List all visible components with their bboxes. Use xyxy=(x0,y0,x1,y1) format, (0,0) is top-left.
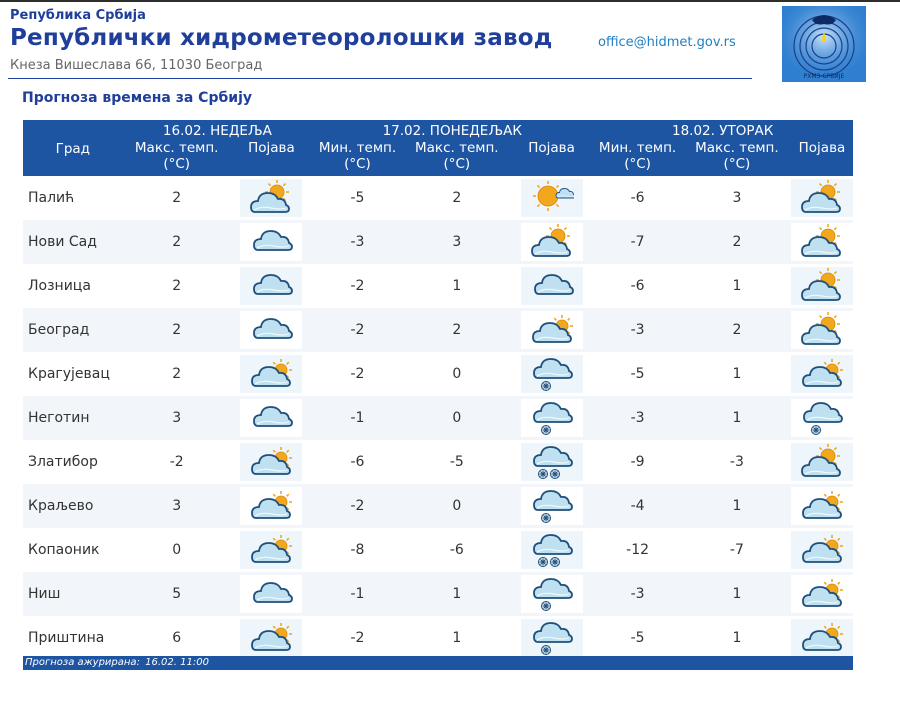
phenomenon-cell xyxy=(511,528,592,572)
max-temp-cell: 1 xyxy=(452,630,462,646)
min-temp-cell: -2 xyxy=(350,278,365,294)
cloudy-icon xyxy=(249,576,293,612)
city-name: Лозница xyxy=(28,278,91,294)
heavy-snow-icon xyxy=(530,444,574,480)
max-temp-cell: 2 xyxy=(123,308,231,352)
phenomenon-cell xyxy=(231,396,312,440)
mostly-cloudy-icon xyxy=(249,488,293,524)
city-name: Златибор xyxy=(28,454,98,470)
max-temp-cell: 1 xyxy=(732,630,742,646)
col-max-temp: Макс. темп. (°C) xyxy=(683,140,791,176)
min-temp-cell: -4 xyxy=(592,484,683,528)
phenomenon-cell xyxy=(791,352,853,396)
min-temp-cell: -1 xyxy=(312,572,403,616)
heavy-snow-icon xyxy=(530,532,574,568)
email-link[interactable]: office@hidmet.gov.rs xyxy=(598,35,736,50)
table-row xyxy=(23,616,853,660)
phenomenon-cell xyxy=(511,220,592,264)
partly-cloudy-icon xyxy=(249,180,293,216)
partly-cloudy-icon xyxy=(800,180,844,216)
forecast-table xyxy=(23,120,853,660)
mostly-cloudy-icon xyxy=(800,576,844,612)
min-temp-cell: -6 xyxy=(630,190,645,206)
min-temp-cell: -6 xyxy=(630,278,645,294)
phenomenon-cell xyxy=(791,220,853,264)
max-temp-cell: -6 xyxy=(449,542,464,558)
max-temp-cell: 2 xyxy=(172,366,182,382)
top-border xyxy=(0,0,900,2)
phenomenon-cell xyxy=(791,528,853,572)
phenomenon-cell xyxy=(791,572,853,616)
col-min-temp: Мин. темп. (°C) xyxy=(312,140,403,176)
max-temp-cell: 3 xyxy=(123,484,231,528)
partly-cloudy-icon xyxy=(530,224,574,260)
city-name: Приштина xyxy=(28,630,105,646)
phenomenon-cell xyxy=(231,352,312,396)
city-name: Крагујевац xyxy=(28,366,110,382)
update-footer xyxy=(23,656,853,670)
mostly-cloudy-icon xyxy=(249,532,293,568)
min-temp-cell: -6 xyxy=(350,454,365,470)
col-max-temp: Макс. темп. (°C) xyxy=(403,140,511,176)
phenomenon-cell xyxy=(511,484,592,528)
phenomenon-cell xyxy=(511,440,592,484)
page-subtitle: Прогноза времена за Србију xyxy=(22,90,252,106)
phenomenon-cell xyxy=(231,528,312,572)
max-temp-cell: -3 xyxy=(729,454,744,470)
mostly-cloudy-icon xyxy=(800,620,844,656)
table-row xyxy=(23,176,853,220)
table-row xyxy=(23,440,853,484)
city-name: Неготин xyxy=(23,396,123,440)
min-temp-cell: -5 xyxy=(630,366,645,382)
max-temp-cell: 2 xyxy=(123,220,231,264)
phenomenon-cell xyxy=(511,264,592,308)
max-temp-cell: 6 xyxy=(172,630,182,646)
phenomenon-cell xyxy=(511,176,592,220)
min-temp-cell: -2 xyxy=(312,308,403,352)
update-label: Прогноза ажурирана: xyxy=(25,657,140,668)
max-temp-cell: 2 xyxy=(452,190,462,206)
table-row xyxy=(23,484,853,528)
max-temp-cell: 1 xyxy=(732,278,742,294)
city-name: Копаоник xyxy=(28,542,100,558)
mostly-cloudy-icon xyxy=(249,444,293,480)
max-temp-cell: 3 xyxy=(123,396,231,440)
header-divider xyxy=(8,78,752,79)
phenomenon-cell xyxy=(511,308,592,352)
mostly-cloudy-icon xyxy=(800,356,844,392)
svg-text:РХМЗ СРБИЈЕ: РХМЗ СРБИЈЕ xyxy=(803,73,845,80)
col-phenomenon: Појава xyxy=(791,140,853,176)
min-temp-cell: -12 xyxy=(626,542,650,558)
snow-cloud-icon xyxy=(530,576,574,612)
min-temp-cell: -1 xyxy=(312,396,403,440)
table-row xyxy=(23,352,853,396)
phenomenon-cell xyxy=(231,572,312,616)
min-temp-cell: -5 xyxy=(350,190,365,206)
max-temp-cell: 1 xyxy=(683,484,791,528)
max-temp-cell: 1 xyxy=(683,572,791,616)
max-temp-cell: 2 xyxy=(403,308,511,352)
phenomenon-cell xyxy=(231,440,312,484)
min-temp-cell: -3 xyxy=(592,308,683,352)
cloudy-icon xyxy=(530,268,574,304)
partly-cloudy-icon xyxy=(800,444,844,480)
phenomenon-cell xyxy=(791,616,853,660)
min-temp-cell: -5 xyxy=(630,630,645,646)
day-header-3: 18.02. УТОРАК xyxy=(592,120,853,140)
col-phenomenon: Појава xyxy=(511,140,592,176)
max-temp-cell: 1 xyxy=(452,278,462,294)
mostly-cloudy-icon xyxy=(800,532,844,568)
snow-cloud-icon xyxy=(530,400,574,436)
max-temp-cell: 2 xyxy=(683,220,791,264)
phenomenon-cell xyxy=(791,264,853,308)
cloudy-icon xyxy=(249,268,293,304)
table-row xyxy=(23,264,853,308)
sun-cloud-icon xyxy=(530,180,574,216)
city-name: Београд xyxy=(23,308,123,352)
max-temp-cell: 3 xyxy=(403,220,511,264)
day-header-2: 17.02. ПОНЕДЕЉАК xyxy=(312,120,592,140)
phenomenon-cell xyxy=(791,308,853,352)
phenomenon-cell xyxy=(791,396,853,440)
day-header-1: 16.02. НЕДЕЉА xyxy=(123,120,313,140)
phenomenon-cell xyxy=(511,616,592,660)
table-row xyxy=(23,396,853,440)
table-row xyxy=(23,220,853,264)
max-temp-cell: 2 xyxy=(172,278,182,294)
city-name: Палић xyxy=(28,190,75,206)
table-row xyxy=(23,528,853,572)
cloudy-icon xyxy=(249,400,293,436)
phenomenon-cell xyxy=(511,572,592,616)
phenomenon-cell xyxy=(511,352,592,396)
partly-cloudy-icon xyxy=(800,312,844,348)
col-city: Град xyxy=(23,120,123,176)
max-temp-cell: -7 xyxy=(729,542,744,558)
header-title: Републички хидрометеоролошки завод xyxy=(10,25,553,51)
header-address: Кнеза Вишеслава 66, 11030 Београд xyxy=(10,58,263,73)
min-temp-cell: -3 xyxy=(592,572,683,616)
city-name: Ниш xyxy=(23,572,123,616)
max-temp-cell: 2 xyxy=(683,308,791,352)
mostly-cloudy-icon xyxy=(800,488,844,524)
phenomenon-cell xyxy=(231,176,312,220)
col-phenomenon: Појава xyxy=(231,140,312,176)
min-temp-cell: -2 xyxy=(350,630,365,646)
phenomenon-cell xyxy=(231,616,312,660)
max-temp-cell: 1 xyxy=(732,366,742,382)
max-temp-cell: 2 xyxy=(172,190,182,206)
partly-cloudy-icon xyxy=(800,268,844,304)
rhmz-logo-icon xyxy=(782,6,866,82)
max-temp-cell: 3 xyxy=(732,190,742,206)
max-temp-cell: -5 xyxy=(449,454,464,470)
phenomenon-cell xyxy=(231,264,312,308)
min-temp-cell: -9 xyxy=(630,454,645,470)
max-temp-cell: 1 xyxy=(683,396,791,440)
min-temp-cell: -3 xyxy=(312,220,403,264)
max-temp-cell: 0 xyxy=(403,396,511,440)
phenomenon-cell xyxy=(791,484,853,528)
phenomenon-cell xyxy=(791,440,853,484)
min-temp-cell: -7 xyxy=(592,220,683,264)
col-min-temp: Мин. темп. (°C) xyxy=(592,140,683,176)
city-name: Краљево xyxy=(23,484,123,528)
partly-cloudy-icon xyxy=(800,224,844,260)
phenomenon-cell xyxy=(231,308,312,352)
min-temp-cell: -2 xyxy=(350,366,365,382)
max-temp-cell: 5 xyxy=(123,572,231,616)
table-row xyxy=(23,572,853,616)
phenomenon-cell xyxy=(791,176,853,220)
snow-cloud-icon xyxy=(800,400,844,436)
mostly-cloudy-icon xyxy=(530,312,574,348)
cloudy-icon xyxy=(249,312,293,348)
max-temp-cell: 0 xyxy=(403,484,511,528)
table-row xyxy=(23,308,853,352)
max-temp-cell: 0 xyxy=(172,542,182,558)
mostly-cloudy-icon xyxy=(249,620,293,656)
snow-cloud-icon xyxy=(530,620,574,656)
snow-cloud-icon xyxy=(530,356,574,392)
min-temp-cell: -8 xyxy=(350,542,365,558)
update-time: 16.02. 11:00 xyxy=(145,657,209,668)
snow-cloud-icon xyxy=(530,488,574,524)
city-name: Нови Сад xyxy=(23,220,123,264)
cloudy-icon xyxy=(249,224,293,260)
phenomenon-cell xyxy=(231,484,312,528)
phenomenon-cell xyxy=(231,220,312,264)
max-temp-cell: 1 xyxy=(403,572,511,616)
min-temp-cell: -2 xyxy=(312,484,403,528)
max-temp-cell: 0 xyxy=(452,366,462,382)
phenomenon-cell xyxy=(511,396,592,440)
min-temp-cell: -3 xyxy=(592,396,683,440)
max-temp-cell: -2 xyxy=(169,454,184,470)
header-country: Република Србија xyxy=(10,8,146,23)
col-max-temp: Макс. темп. (°C) xyxy=(123,140,231,176)
mostly-cloudy-icon xyxy=(249,356,293,392)
